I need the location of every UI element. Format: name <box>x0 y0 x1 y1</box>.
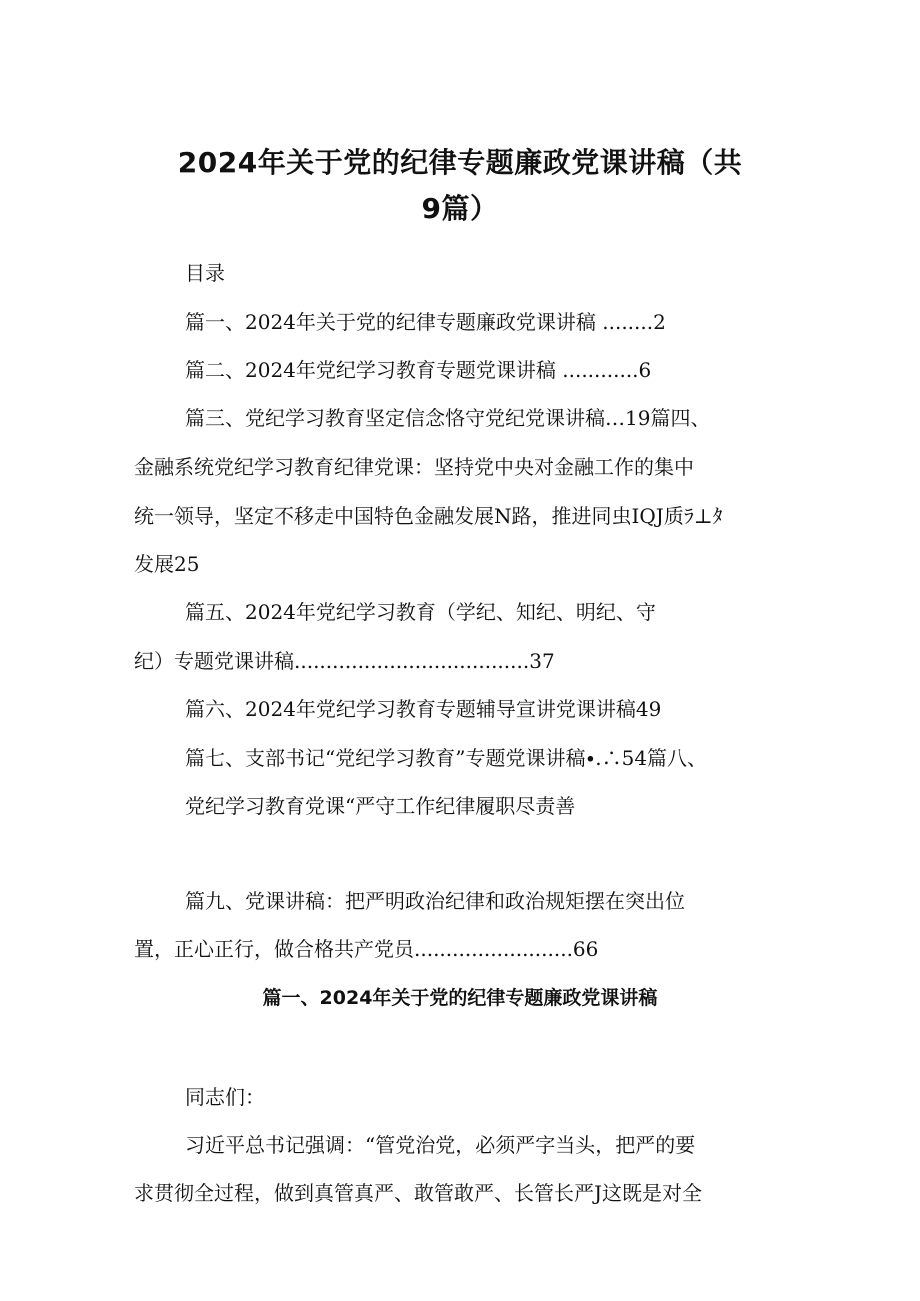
body-line-1: 习近平总书记强调：“管党治党，必须严字当头，把严的要 <box>185 1133 696 1157</box>
salutation: 同志们： <box>185 1085 265 1109</box>
toc-entry-5-line-1: 篇五、2024年党纪学习教育（学纪、知纪、明纪、守 <box>185 600 656 624</box>
toc-entry-1: 篇一、2024年关于党的纪律专题廉政党课讲稿 ........2 <box>185 310 666 334</box>
toc-entry-5-line-2: 纪）专题党课讲稿.....................................37 <box>134 649 555 673</box>
body-line-2: 求贯彻全过程，做到真管真严、敢管敢严、长管长严J这既是对全 <box>134 1181 703 1205</box>
toc-entry-2: 篇二、2024年党纪学习教育专题党课讲稿 ............6 <box>185 358 652 382</box>
document-title <box>120 140 800 232</box>
toc-entry-8-line-1: 党纪学习教育党课“严守工作纪律履职尽责善 <box>185 794 576 818</box>
toc-entry-4-line-2: 统一领导，坚定不移走中国特色金融发展N路，推进同虫IQJ质ﾗ⊥ﾀ <box>134 504 723 528</box>
toc-heading: 目录 <box>185 261 225 285</box>
toc-entry-9-line-2: 置，正心正行，做合格共产党员.........................66 <box>134 937 599 961</box>
document-title-line-2: 9篇） <box>421 192 499 225</box>
toc-entry-7-line-1: 篇七、支部书记“党纪学习教育”专题党课讲稿∙.∴54篇八、 <box>185 746 708 770</box>
toc-entry-6: 篇六、2024年党纪学习教育专题辅导宣讲党课讲稿49 <box>185 697 662 721</box>
toc-entry-4-line-3: 发展25 <box>134 552 200 576</box>
section-heading: 篇一、2024年关于党的纪律专题廉政党课讲稿 <box>262 987 658 1009</box>
toc-entry-3-line-1: 篇三、党纪学习教育坚定信念恪守党纪党课讲稿…19篇四、 <box>185 406 711 430</box>
toc-entry-9-line-1: 篇九、党课讲稿：把严明政治纪律和政治规矩摆在突出位 <box>185 889 685 913</box>
toc-entry-4-line-1: 金融系统党纪学习教育纪律党课：坚持党中央对金融工作的集中 <box>134 455 694 479</box>
document-title-line-1: 2024年关于党的纪律专题廉政党课讲稿（共 <box>177 146 743 179</box>
